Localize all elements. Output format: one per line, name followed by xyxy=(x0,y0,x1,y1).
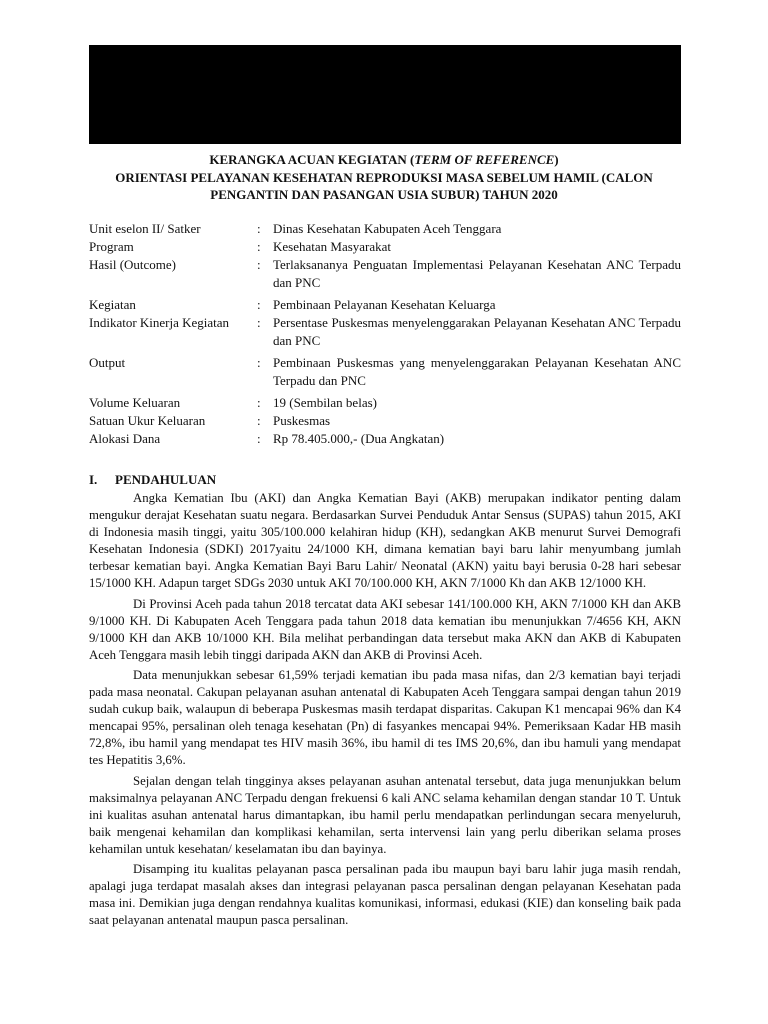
info-key: Hasil (Outcome) xyxy=(89,257,177,272)
info-key: Alokasi Dana xyxy=(89,431,161,446)
section-heading xyxy=(89,472,216,488)
title-line-1 xyxy=(80,151,688,169)
info-key: Output xyxy=(89,355,126,370)
info-colon: : xyxy=(257,315,261,330)
info-key: Satuan Ukur Keluaran xyxy=(89,413,206,428)
info-row xyxy=(89,238,681,256)
info-value: Terlaksananya Penguatan Implementasi Pelayanan Kesehatan ANC Terpadu dan PNC xyxy=(273,257,681,290)
info-row xyxy=(89,350,681,390)
info-value: Persentase Puskesmas menyelenggarakan Pelayanan Kesehatan ANC Terpadu dan PNC xyxy=(273,315,681,348)
title-line-2: ORIENTASI PELAYANAN KESEHATAN REPRODUKSI MASA SEBELUM HAMIL (CALON xyxy=(115,169,653,185)
info-value: Pembinaan Puskesmas yang menyelenggarakan Pelayanan Kesehatan ANC Terpadu dan PNC xyxy=(273,355,681,388)
info-row xyxy=(89,256,681,292)
info-colon: : xyxy=(257,355,261,370)
info-colon: : xyxy=(257,431,261,446)
section-number: I. xyxy=(89,472,98,487)
section-title: PENDAHULUAN xyxy=(115,472,217,487)
info-key: Indikator Kinerja Kegiatan xyxy=(89,315,230,330)
info-key: Volume Keluaran xyxy=(89,395,181,410)
info-row xyxy=(89,390,681,412)
paragraph: Disamping itu kualitas pelayanan pasca persalinan pada ibu maupun bayi baru lahir juga masih rendah, apalagi juga terdapat masalah akses dan integrasi pelayanan pasca persalinan dengan pelayanan Kesehatan pada masa ini. Demikian juga dengan rendahnya kualitas komunikasi, informasi, edukasi (KIE) dan konseling baik pada saat pelayanan antenatal maupun pasca persalinan. xyxy=(89,861,681,928)
info-colon: : xyxy=(257,413,261,428)
info-key: Kegiatan xyxy=(89,297,136,312)
title-italic: TERM OF REFERENCE xyxy=(414,152,555,167)
info-key: Unit eselon II/ Satker xyxy=(89,221,201,236)
title-prefix: KERANGKA ACUAN KEGIATAN ( xyxy=(209,152,415,167)
paragraph: Sejalan dengan telah tingginya akses pelayanan asuhan antenatal tersebut, data juga menunjukkan belum maksimalnya pelayanan ANC Terpadu dengan frekuensi 6 kali ANC selama kehamilan dengan standar 10 T. Untuk ini kualitas asuhan antenatal harus dimantapkan, ibu hamil perlu mendapatkan perlindungan secara menyeluruh, baik mengenai kehamilan dan komplikasi kehamilan, serta intervensi lain yang perlu diberikan selama proses kehamilan untuk kesehatan/ keselamatan ibu dan bayinya. xyxy=(89,773,681,856)
info-colon: : xyxy=(257,297,261,312)
info-value: Dinas Kesehatan Kabupaten Aceh Tenggara xyxy=(273,221,502,236)
info-value: Rp 78.405.000,- (Dua Angkatan) xyxy=(273,431,445,446)
info-value: Puskesmas xyxy=(273,413,331,428)
info-row xyxy=(89,314,681,350)
info-colon: : xyxy=(257,221,261,236)
info-row xyxy=(89,412,681,430)
section-body xyxy=(89,490,681,932)
info-row xyxy=(89,220,681,238)
title-line-3: PENGANTIN DAN PASANGAN USIA SUBUR) TAHUN 2020 xyxy=(210,187,558,202)
info-key: Program xyxy=(89,239,134,254)
activity-info-table xyxy=(89,220,681,448)
document-title xyxy=(80,151,688,204)
info-colon: : xyxy=(257,395,261,410)
info-row xyxy=(89,292,681,314)
info-colon: : xyxy=(257,257,261,272)
title-suffix: ) xyxy=(554,152,559,167)
redacted-header-block xyxy=(89,45,681,144)
paragraph: Di Provinsi Aceh pada tahun 2018 tercatat data AKI sebesar 141/100.000 KH, AKN 7/1000 KH dan AKB 9/1000 KH. Di Kabupaten Aceh Tenggara pada tahun 2018 data kematian ibu menunjukkan 7/4656 KH, AKN 9/1000 KH dan AKB 10/1000 KH. Bila melihat perbandingan data tersebut maka AKN dan AKB di Kabupaten Aceh Tenggara masih lebih tinggi daripada AKN dan AKB di Provinsi Aceh. xyxy=(89,596,681,662)
paragraph: Data menunjukkan sebesar 61,59% terjadi kematian ibu pada masa nifas, dan 2/3 kematian bayi terjadi pada masa neonatal. Cakupan pelayanan asuhan antenatal di Kabupaten Aceh Tenggara sampai dengan tahun 2019 sudah cukup baik, walaupun di beberapa Puskesmas masih terdapat disparitas. Cakupan K1 mencapai 96% dan K4 mencapai 95%, persalinan oleh tenaga kesehatan (Pn) di fasyankes mencapai 94%. Pemeriksaan Kadar HB masih 72,8%, ibu hamil yang mendapat tes HIV masih 36%, ibu hamil di tes IMS 20,6%, dan ibu hamuli yang mendapat tes Hepatitis 3,6%. xyxy=(89,667,681,768)
info-value: Kesehatan Masyarakat xyxy=(273,239,392,254)
paragraph: Angka Kematian Ibu (AKI) dan Angka Kematian Bayi (AKB) merupakan indikator penting dalam mengukur derajat Kesehatan suatu negara. Berdasarkan Survei Penduduk Antar Sensus (SUPAS) tahun 2015, AKI di Indonesia masih tinggi, yaitu 305/100.000 kelahiran hidup (KH), sedangkan AKB menurut Survei Demografi Kesehatan Indonesia (SDKI) 2017yaitu 24/1000 KH, dimana kematian bayi baru lahir menyumbang jumlah terbesar kematian bayi. Angka Kematian Bayi Baru Lahir/ Neonatal (AKN) yaitu bayi berusia 0-28 hari sebesar 15/1000 KH. Adapun target SDGs 2030 untuk AKI 70/100.000 KH, AKN 7/1000 Kh dan AKB 12/1000 KH. xyxy=(89,491,681,591)
info-value: 19 (Sembilan belas) xyxy=(273,395,377,410)
info-row xyxy=(89,430,681,448)
info-colon: : xyxy=(257,239,261,254)
info-value: Pembinaan Pelayanan Kesehatan Keluarga xyxy=(273,297,496,312)
